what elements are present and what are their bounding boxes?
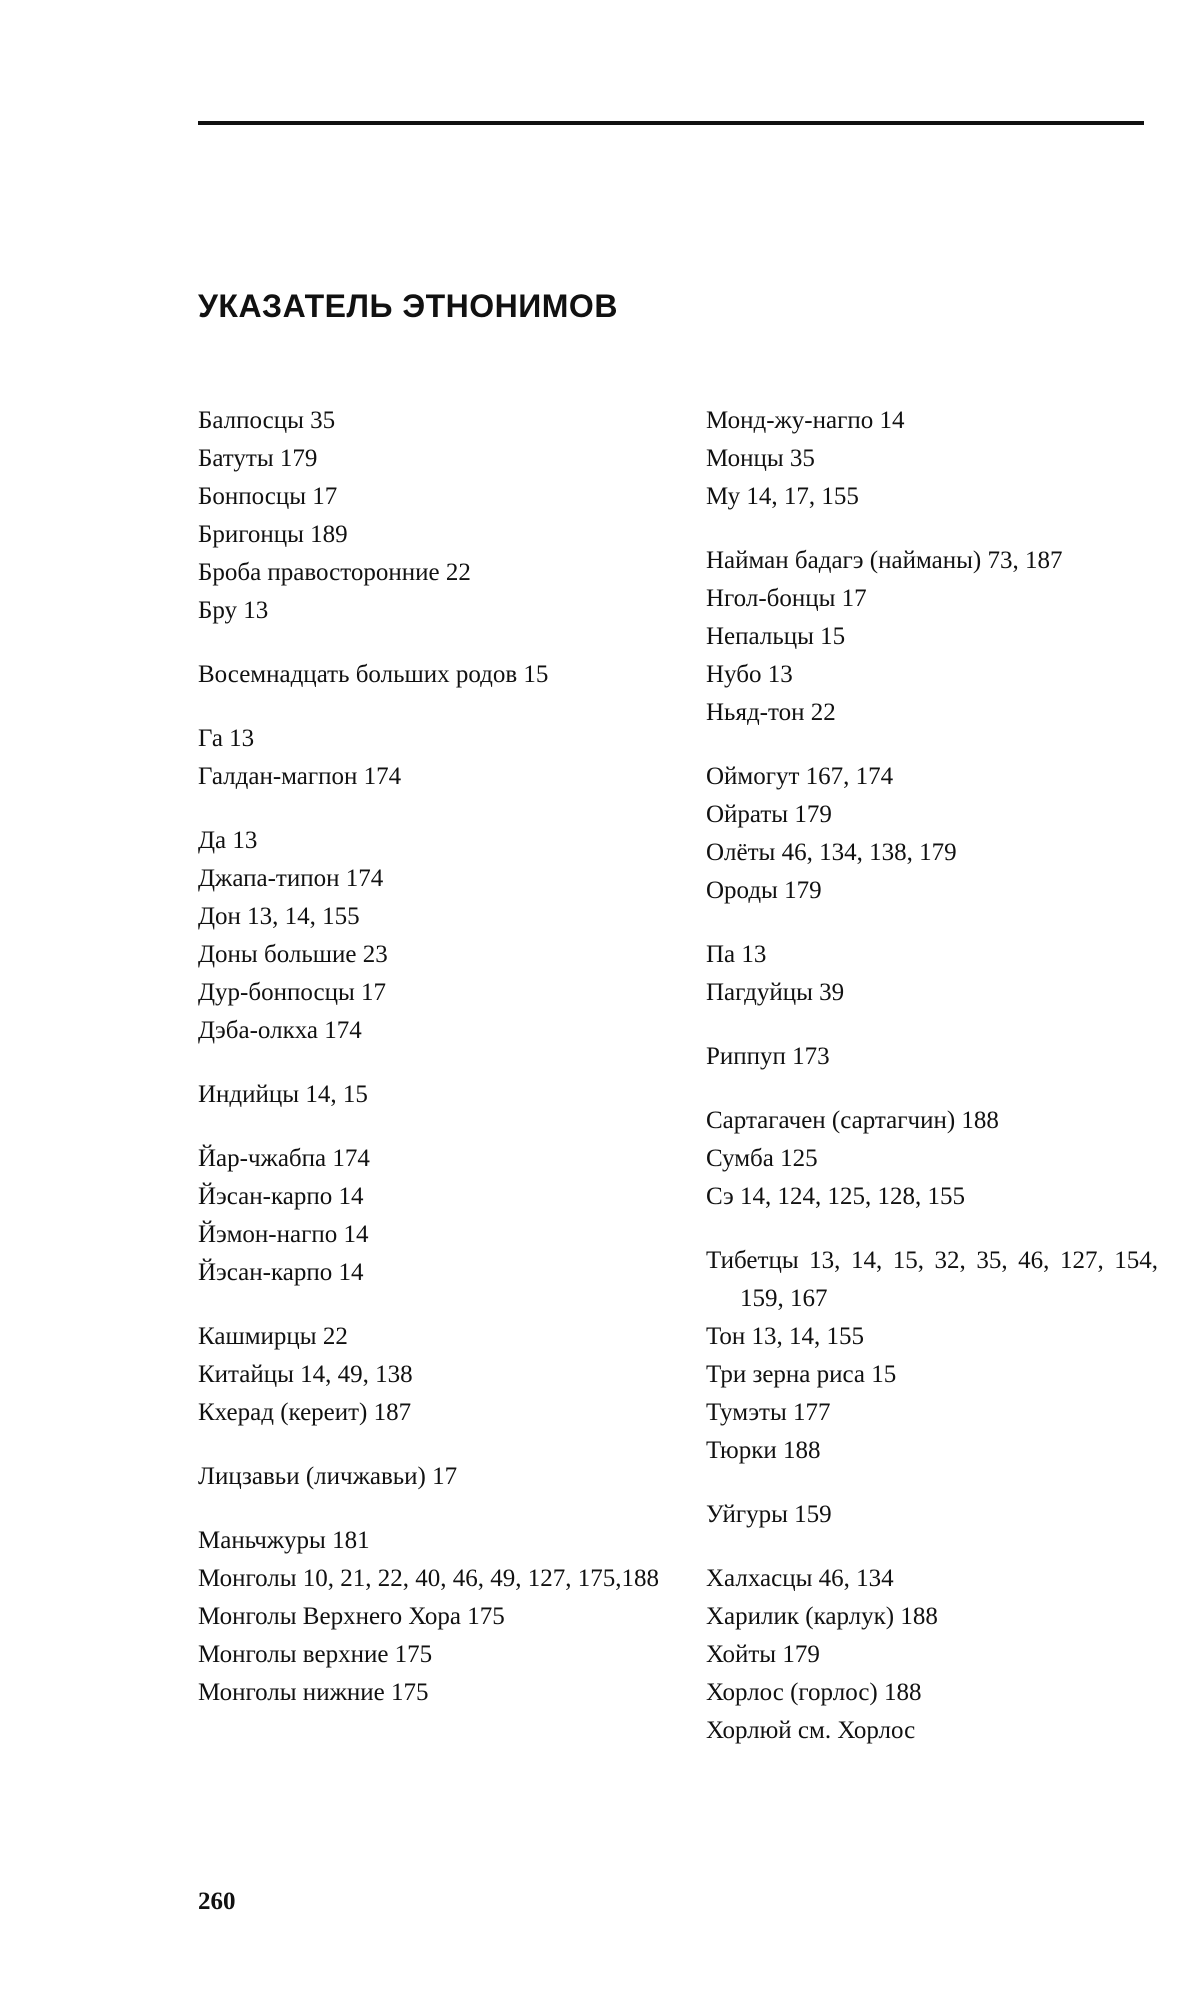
- index-column-left: [198, 402, 662, 1738]
- index-entry: Балпосцы 35: [198, 407, 336, 434]
- index-entry: Монголы нижние 175: [198, 1679, 429, 1706]
- index-letter-group: [706, 402, 1158, 516]
- index-entry: Бонпосцы 17: [198, 483, 338, 510]
- index-letter-group: [198, 720, 662, 796]
- index-entry: Тумэты 177: [706, 1399, 831, 1426]
- index-entry: Риппуп 173: [706, 1043, 830, 1070]
- index-letter-group: [706, 1102, 1158, 1216]
- index-entry: Йэсан-карпо 14: [198, 1259, 364, 1286]
- index-letter-group: [706, 936, 1158, 1012]
- index-entry: Доны большие 23: [198, 941, 388, 968]
- index-entry: Монголы Верхнего Хора 175: [198, 1603, 505, 1630]
- index-letter-group: [706, 758, 1158, 910]
- index-entry: Маньчжуры 181: [198, 1527, 370, 1554]
- index-entry: Да 13: [198, 827, 258, 854]
- index-entry: Восемнадцать больших родов 15: [198, 661, 549, 688]
- index-entry: Батуты 179: [198, 445, 318, 472]
- index-entry: Пагдуйцы 39: [706, 979, 845, 1006]
- index-entry: Хорлюй см. Хорлос: [706, 1717, 916, 1744]
- index-letter-group: [198, 656, 662, 694]
- index-entry: Йэмон-нагпо 14: [198, 1221, 369, 1248]
- index-entry: Сартагачен (сартагчин) 188: [706, 1107, 999, 1134]
- index-entry: Сэ 14, 124, 125, 128, 155: [706, 1183, 965, 1210]
- index-column-right: [706, 402, 1158, 1776]
- index-entry: Бригонцы 189: [198, 521, 348, 548]
- index-entry: Нубо 13: [706, 661, 793, 688]
- index-entry: Три зерна риса 15: [706, 1361, 897, 1388]
- index-entry: Кашмирцы 22: [198, 1323, 348, 1350]
- page-title: УКАЗАТЕЛЬ ЭТНОНИМОВ: [198, 288, 618, 324]
- index-entry: Найман бадагэ (найманы) 73, 187: [706, 547, 1063, 574]
- index-entry: Па 13: [706, 941, 767, 968]
- index-entry: Дэба-олкха 174: [198, 1017, 362, 1044]
- index-letter-group: [198, 822, 662, 1050]
- index-letter-group: [198, 1458, 662, 1496]
- index-entry: Непальцы 15: [706, 623, 846, 650]
- index-letter-group: [706, 1242, 1158, 1470]
- index-letter-group: [706, 1560, 1158, 1750]
- index-entry: Халхасцы 46, 134: [706, 1565, 894, 1592]
- index-letter-group: [198, 1522, 662, 1712]
- index-entry: Оймогут 167, 174: [706, 763, 894, 790]
- index-entry: Дон 13, 14, 155: [198, 903, 360, 930]
- index-letter-group: [198, 1076, 662, 1114]
- page-number: 260: [198, 1888, 236, 1915]
- index-letter-group: [198, 402, 662, 630]
- index-entry: Уйгуры 159: [706, 1501, 832, 1528]
- index-entry: Монцы 35: [706, 445, 815, 472]
- index-entry: Сумба 125: [706, 1145, 818, 1172]
- index-entry: Дур-бонпосцы 17: [198, 979, 387, 1006]
- index-entry: Йар-чжабпа 174: [198, 1145, 370, 1172]
- index-entry: Монд-жу-нагпо 14: [706, 407, 905, 434]
- index-entry: Монголы верхние 175: [198, 1641, 433, 1668]
- index-entry: Га 13: [198, 725, 255, 752]
- index-entry: Ороды 179: [706, 877, 822, 904]
- index-entry: Ойраты 179: [706, 801, 832, 828]
- index-entry: Му 14, 17, 155: [706, 483, 859, 510]
- index-entry: Хойты 179: [706, 1641, 820, 1668]
- index-entry: Монголы 10, 21, 22, 40, 46, 49, 127, 175,188: [198, 1565, 660, 1592]
- index-letter-group: [706, 542, 1158, 732]
- index-entry: Олёты 46, 134, 138, 179: [706, 839, 957, 866]
- index-entry: Хорлос (горлос) 188: [706, 1679, 922, 1706]
- index-entry: Йэсан-карпо 14: [198, 1183, 364, 1210]
- index-entry: Тон 13, 14, 155: [706, 1323, 865, 1350]
- index-letter-group: [706, 1496, 1158, 1534]
- index-entry: Харилик (карлук) 188: [706, 1603, 938, 1630]
- index-entry: Джапа-типон 174: [198, 865, 384, 892]
- index-entry: Бру 13: [198, 597, 269, 624]
- index-letter-group: [706, 1038, 1158, 1076]
- index-entry: Ньяд-тон 22: [706, 699, 836, 726]
- index-letter-group: [198, 1318, 662, 1432]
- index-entry: Китайцы 14, 49, 138: [198, 1361, 413, 1388]
- index-entry: Лицзавьи (личжавьи) 17: [198, 1463, 458, 1490]
- index-entry: Тюрки 188: [706, 1437, 821, 1464]
- index-entry: Тибетцы 13, 14, 15, 32, 35, 46, 127, 154, 159, 167: [706, 1247, 1158, 1312]
- index-entry: Кхерад (кереит) 187: [198, 1399, 412, 1426]
- header-rule: [198, 121, 1144, 125]
- index-entry: Индийцы 14, 15: [198, 1081, 368, 1108]
- index-entry: Броба правосторонние 22: [198, 559, 471, 586]
- index-entry: Галдан-магпон 174: [198, 763, 402, 790]
- index-letter-group: [198, 1140, 662, 1292]
- index-entry: Нгол-бонцы 17: [706, 585, 867, 612]
